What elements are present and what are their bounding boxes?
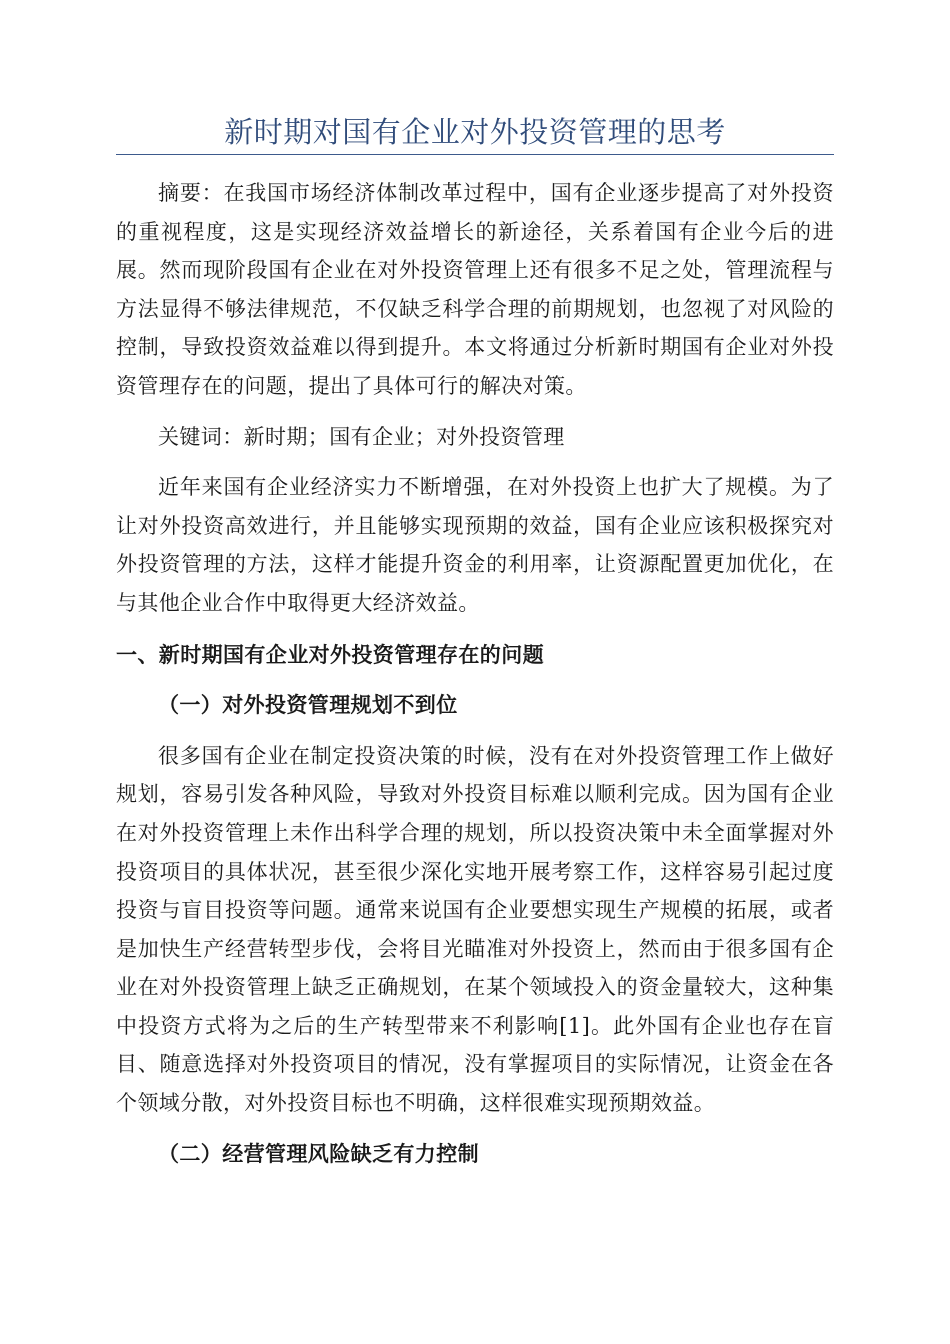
document-title: 新时期对国有企业对外投资管理的思考 <box>116 112 834 155</box>
intro-paragraph: 近年来国有企业经济实力不断增强，在对外投资上也扩大了规模。为了让对外投资高效进行，并且能够实现预期的效益，国有企业应该积极探究对外投资管理的方法，这样才能提升资金的利用率，让资源配置更加优化，在与其他企业合作中取得更大经济效益。 <box>116 475 834 615</box>
document-page <box>116 112 834 1173</box>
subsection-1-body: 很多国有企业在制定投资决策的时候，没有在对外投资管理工作上做好规划，容易引发各种风险，导致对外投资目标难以顺利完成。因为国有企业在对外投资管理上未作出科学合理的规划，所以投资决策中未全面掌握对外投资项目的具体状况，甚至很少深化实地开展考察工作，这样容易引起过度投资与盲目投资等问题。通常来说国有企业要想实现生产规模的拓展，或者是加快生产经营转型步伐，会将目光瞄准对外投资上，然而由于很多国有企业在对外投资管理上缺乏正确规划，在某个领域投入的资金量较大，这种集中投资方式将为之后的生产转型带来不利影响[1]。此外国有企业也存在盲目、随意选择对外投资项目的情况，没有掌握项目的实际情况，让资金在各个领域分散，对外投资目标也不明确，这样很难实现预期效益。 <box>116 743 834 1116</box>
subsection-heading-2: （二）经营管理风险缺乏有力控制 <box>158 1140 479 1166</box>
keywords-line: 关键词：新时期；国有企业；对外投资管理 <box>158 424 565 449</box>
subsection-heading-1: （一）对外投资管理规划不到位 <box>158 692 458 718</box>
abstract-paragraph: 摘要：在我国市场经济体制改革过程中，国有企业逐步提高了对外投资的重视程度，这是实现经济效益增长的新途径，关系着国有企业今后的进展。然而现阶段国有企业在对外投资管理上还有很多不足之处，管理流程与方法显得不够法律规范，不仅缺乏科学合理的前期规划，也忽视了对风险的控制，导致投资效益难以得到提升。本文将通过分析新时期国有企业对外投资管理存在的问题，提出了具体可行的解决对策。 <box>116 181 834 398</box>
section-heading-1: 一、新时期国有企业对外投资管理存在的问题 <box>116 641 544 667</box>
